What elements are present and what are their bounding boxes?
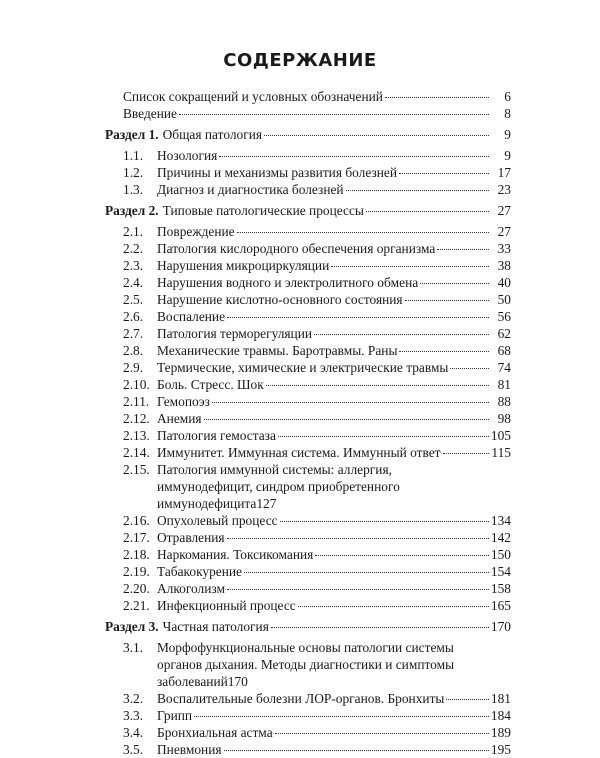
toc-entry[interactable] (105, 461, 511, 512)
toc-entry-number: 2.13. (123, 428, 150, 443)
toc-entry-title: Наркомания. Токсикомания (157, 547, 314, 562)
toc-entry-title: Табакокурение (157, 564, 242, 579)
toc-entry[interactable] (105, 580, 511, 597)
toc-page-number: 115 (491, 445, 511, 460)
toc-entry-number: 2.21. (123, 598, 150, 613)
toc-entry-title: Диагноз и диагностика болезней (157, 182, 344, 197)
dot-leader (227, 537, 489, 539)
toc-page-number: 189 (490, 725, 511, 740)
toc-entry[interactable] (105, 639, 511, 690)
toc-entry-title: Нарушения микроциркуляции (157, 258, 330, 273)
toc-entry-number: 1.3. (123, 182, 144, 197)
dot-leader (366, 210, 489, 212)
toc-entry-first-line (105, 461, 511, 478)
toc-entry-title: Инфекционный процесс (157, 598, 296, 613)
toc-entry[interactable] (105, 223, 511, 240)
toc-page-number: 27 (497, 203, 511, 218)
toc-entry-number: 2.7. (123, 326, 144, 341)
dot-leader (298, 605, 489, 607)
page-title: СОДЕРЖАНИЕ (223, 50, 377, 71)
toc-entry-title: Анемия (157, 411, 202, 426)
toc-entry-title-continued: иммунодефицита (157, 496, 257, 511)
toc-entry[interactable] (105, 546, 511, 563)
dot-leader (315, 554, 489, 556)
dot-leader (244, 571, 489, 573)
dot-leader (264, 134, 489, 136)
toc-entry[interactable] (105, 724, 511, 741)
toc-entry[interactable] (105, 105, 511, 122)
toc-page-number: 154 (490, 564, 511, 579)
section-title: Типовые патологические процессы (162, 203, 364, 218)
dot-leader (278, 435, 489, 437)
toc-entry-title: Патология терморегуляции (157, 326, 313, 341)
toc-entry-title: Механические травмы. Баротравмы. Раны (157, 343, 398, 358)
toc-entry[interactable] (105, 410, 511, 427)
toc-entry-title: Гемопоэз (157, 394, 210, 409)
toc-entry-title: Патология кислородного обеспечения организма (157, 241, 436, 256)
dot-leader (399, 172, 489, 174)
toc-page-number: 150 (490, 547, 511, 562)
toc-entry-title: Опухолевый процесс (157, 513, 278, 528)
toc-entry-title: Иммунитет. Иммунная система. Иммунный ответ (157, 445, 441, 460)
toc-page-number: 50 (497, 292, 511, 307)
toc-page-number: 17 (497, 165, 511, 180)
toc-page-number: 98 (497, 411, 511, 426)
section-title: Частная патология (162, 619, 269, 634)
toc-page-number: 81 (497, 377, 511, 392)
toc-entry-title: Пневмония (157, 742, 222, 757)
dot-leader (331, 265, 489, 267)
toc-page-number: 165 (490, 598, 511, 613)
toc-entry-title: Морфофункциональные основы патологии системы (157, 640, 454, 655)
dot-leader (219, 155, 489, 157)
dot-leader (227, 316, 489, 318)
toc-entry-number: 3.3. (123, 708, 144, 723)
dot-leader (443, 452, 489, 454)
toc-entry-number: 2.19. (123, 564, 150, 579)
toc-page-number: 195 (490, 742, 511, 757)
toc-entry[interactable] (105, 427, 511, 444)
table-of-contents (105, 88, 511, 758)
dot-leader (275, 732, 489, 734)
toc-entry-number: 2.15. (123, 462, 150, 477)
dot-leader (227, 588, 489, 590)
dot-leader (450, 367, 489, 369)
toc-page-number: 27 (497, 224, 511, 239)
toc-entry-number: 3.1. (123, 640, 144, 655)
dot-leader (399, 350, 489, 352)
toc-entry-last-line (105, 495, 511, 512)
toc-page-number: 9 (504, 127, 511, 142)
toc-page-number: 38 (497, 258, 511, 273)
toc-entry[interactable] (105, 597, 511, 614)
toc-entry-title: Список сокращений и условных обозначений (123, 89, 383, 104)
toc-entry[interactable] (105, 707, 511, 724)
dot-leader (237, 231, 489, 233)
dot-leader (280, 520, 489, 522)
toc-page-number: 184 (490, 708, 511, 723)
toc-entry-title: Введение (123, 106, 177, 121)
toc-page-number: 68 (497, 343, 511, 358)
toc-page-number: 142 (490, 530, 511, 545)
toc-entry-title: Причины и механизмы развития болезней (157, 165, 398, 180)
toc-entry-title-continued: заболеваний (157, 674, 228, 689)
toc-entry[interactable] (105, 325, 511, 342)
dot-leader (314, 333, 489, 335)
section-heading[interactable] (105, 618, 511, 635)
toc-entry[interactable] (105, 376, 511, 393)
section-number: Раздел 3. (105, 619, 159, 634)
dot-leader (385, 96, 489, 98)
toc-entry[interactable] (105, 342, 511, 359)
toc-entry-number: 2.20. (123, 581, 150, 596)
toc-entry-number: 2.3. (123, 258, 144, 273)
toc-entry[interactable] (105, 257, 511, 274)
toc-entry[interactable] (105, 359, 511, 376)
toc-page-number: 74 (497, 360, 511, 375)
toc-page-number: 181 (490, 691, 511, 706)
dot-leader (446, 698, 488, 700)
toc-entry[interactable] (105, 164, 511, 181)
toc-entry-number: 2.9. (123, 360, 144, 375)
toc-entry-number: 2.14. (123, 445, 150, 460)
toc-entry-number: 2.8. (123, 343, 144, 358)
toc-entry-title: Патология иммунной системы: аллергия, (157, 462, 392, 477)
section-number: Раздел 2. (105, 203, 159, 218)
toc-entry-number: 3.2. (123, 691, 144, 706)
toc-entry[interactable] (105, 529, 511, 546)
dot-leader (266, 384, 489, 386)
toc-entry[interactable] (105, 690, 511, 707)
dot-leader (204, 418, 489, 420)
toc-entry[interactable] (105, 88, 511, 105)
toc-page-number: 170 (490, 619, 511, 634)
toc-entry-title: Воспаление (157, 309, 226, 324)
toc-entry[interactable] (105, 393, 511, 410)
toc-entry-number: 2.10. (123, 377, 150, 392)
section-title: Общая патология (162, 127, 263, 142)
toc-page-number: 105 (490, 428, 511, 443)
toc-entry-number: 3.5. (123, 742, 144, 757)
toc-entry-title: Алкоголизм (157, 581, 225, 596)
toc-entry-number: 3.4. (123, 725, 144, 740)
toc-page-number: 33 (497, 241, 511, 256)
section-heading[interactable] (105, 202, 511, 219)
toc-entry-title: Нозология (157, 148, 218, 163)
toc-entry-number: 2.12. (123, 411, 150, 426)
toc-entry-number: 2.16. (123, 513, 150, 528)
toc-entry-number: 2.17. (123, 530, 150, 545)
toc-entry-number: 2.18. (123, 547, 150, 562)
toc-entry-title-continued: иммунодефицит, синдром приобретенного (157, 479, 400, 494)
toc-entry-title: Бронхиальная астма (157, 725, 273, 740)
toc-entry[interactable] (105, 274, 511, 291)
toc-page-number: 40 (497, 275, 511, 290)
toc-entry-title: Грипп (157, 708, 193, 723)
dot-leader (437, 248, 489, 250)
toc-entry[interactable] (105, 240, 511, 257)
dot-leader (224, 749, 489, 751)
dot-leader (271, 626, 489, 628)
toc-entry-title: Нарушения водного и электролитного обмена (157, 275, 419, 290)
toc-entry-title: Патология гемостаза (157, 428, 276, 443)
toc-page-number: 170 (227, 674, 248, 689)
toc-entry-number: 2.11. (123, 394, 150, 409)
toc-page-number: 62 (497, 326, 511, 341)
toc-entry[interactable] (105, 147, 511, 164)
dot-leader (420, 282, 489, 284)
toc-entry-number: 1.1. (123, 148, 144, 163)
toc-entry-title-continued: органов дыхания. Методы диагностики и симптомы (157, 657, 455, 672)
toc-entry-number: 2.5. (123, 292, 144, 307)
dot-leader (212, 401, 489, 403)
toc-entry-last-line (105, 673, 511, 690)
toc-entry[interactable] (105, 181, 511, 198)
toc-entry-first-line (105, 639, 511, 656)
dot-leader (179, 113, 489, 115)
dot-leader (405, 299, 489, 301)
section-heading[interactable] (105, 126, 511, 143)
section-number: Раздел 1. (105, 127, 159, 142)
toc-entry[interactable] (105, 444, 511, 461)
dot-leader (346, 189, 489, 191)
toc-page-number: 127 (256, 496, 277, 511)
toc-page-number: 134 (490, 513, 511, 528)
dot-leader (194, 715, 489, 717)
toc-page-number: 8 (504, 106, 511, 121)
toc-entry-title: Повреждение (157, 224, 235, 239)
toc-entry-title: Термические, химические и электрические травмы (157, 360, 449, 375)
toc-entry-title: Отравления (157, 530, 225, 545)
toc-entry[interactable] (105, 291, 511, 308)
toc-page-number: 88 (497, 394, 511, 409)
toc-entry-title: Воспалительные болезни ЛОР-органов. Бронхиты (157, 691, 445, 706)
toc-entry[interactable] (105, 563, 511, 580)
toc-page-number: 9 (504, 148, 511, 163)
toc-page-number: 56 (497, 309, 511, 324)
toc-page-number: 23 (497, 182, 511, 197)
toc-entry-number: 2.4. (123, 275, 144, 290)
toc-entry[interactable] (105, 308, 511, 325)
toc-page-number: 158 (490, 581, 511, 596)
toc-page-number: 6 (504, 89, 511, 104)
toc-entry-number: 2.6. (123, 309, 144, 324)
toc-entry-number: 2.2. (123, 241, 144, 256)
toc-entry-number: 1.2. (123, 165, 144, 180)
toc-entry-title: Боль. Стресс. Шок (157, 377, 264, 392)
toc-entry-title: Нарушение кислотно-основного состояния (157, 292, 403, 307)
toc-entry-number: 2.1. (123, 224, 144, 239)
toc-entry[interactable] (105, 512, 511, 529)
